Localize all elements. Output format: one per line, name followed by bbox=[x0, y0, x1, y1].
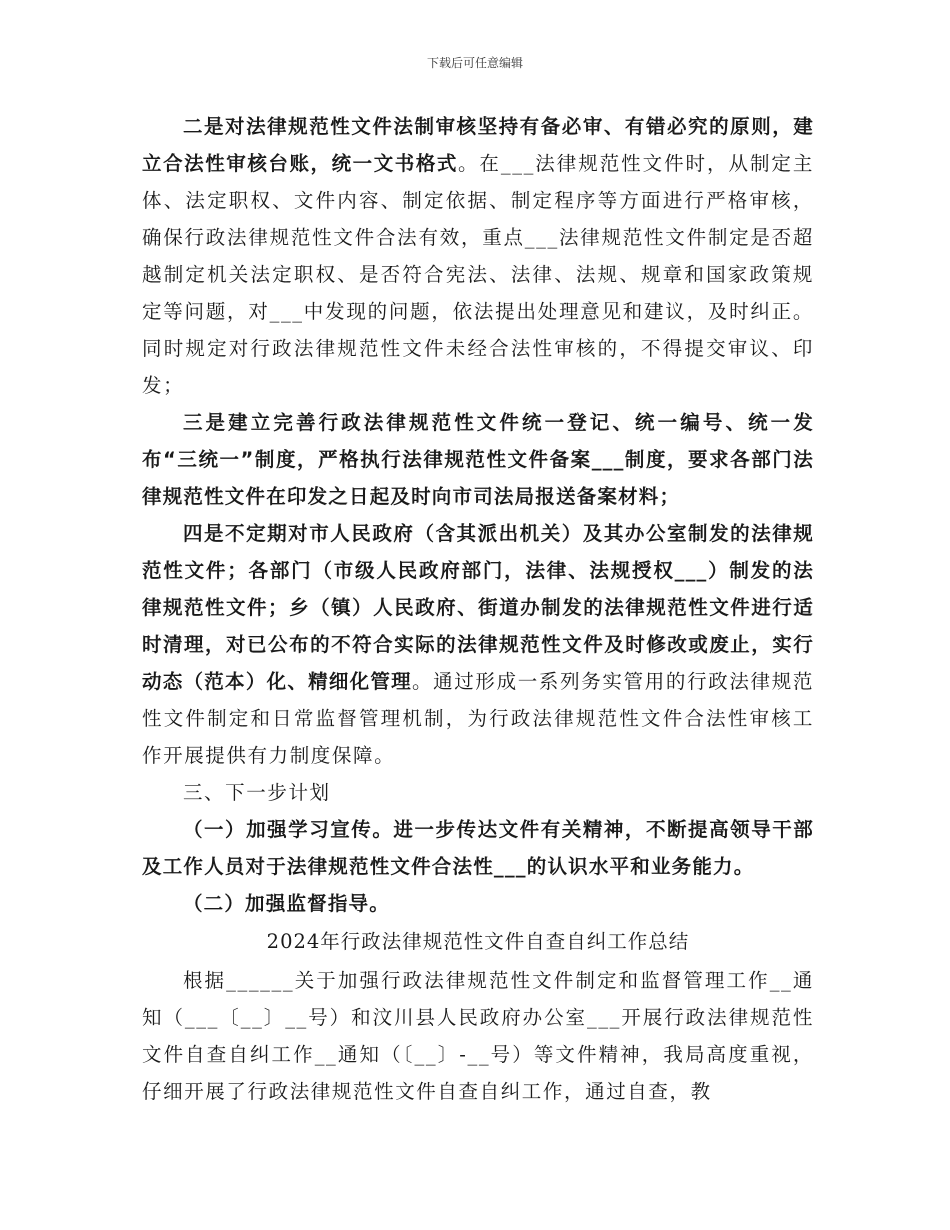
document-title: 2024年行政法律规范性文件自查自纠工作总结 bbox=[266, 930, 690, 953]
paragraph-2 bbox=[142, 108, 814, 404]
plan-item-2: （二）加强监督指导。 bbox=[182, 892, 390, 915]
document-body bbox=[142, 108, 814, 1110]
paragraph-text: 。通过形成一系列务实管用的行政法律规范性文件制定和日常监督管理机制，为行政法律规范性文件合法性审核工作开展提供有力制度保障。 bbox=[142, 670, 814, 767]
paragraph-text: 。在___法律规范性文件时，从制定主体、法定职权、文件内容、制定依据、制定程序等方面进行严格审核，确保行政法律规范性文件合法有效，重点___法律规范性文件制定是否超越制定机关法定职权、是否符合宪法、法律、法规、规章和国家政策规定等问题，对___中发现的问题，依法提出处理意见和建议，及时纠正。同时规定对行政法律规范性文件未经合法性审核的，不得提交审议、印发； bbox=[142, 152, 814, 397]
bold-lead: 四是不定期对市人民政府（含其派出机关）及其办公室制发的法律规范性文件；各部门（市级人民政府部门，法律、法规授权___）制发的法律规范性文件；乡（镇）人民政府、街道办制发的法律规范性文件进行适时清理，对已公布的不符合实际的法律规范性文件及时修改或废止，实行动态（范本）化、精细化管理 bbox=[142, 522, 814, 693]
paragraph-4 bbox=[142, 515, 814, 774]
plan-item-1: （一）加强学习宣传。进一步传达文件有关精神，不断提高领导干部及工作人员对于法律规范性文件合法性___的认识水平和业务能力。 bbox=[142, 818, 814, 878]
bold-lead: 二是对法律规范性文件法制审核坚持有备必审、有错必究的原则，建立合法性审核台账，统一文书格式 bbox=[142, 115, 814, 175]
page-header: 下载后可任意编辑 bbox=[426, 56, 523, 70]
paragraph-3: 三是建立完善行政法律规范性文件统一登记、统一编号、统一发布“三统一”制度，严格执行法律规范性文件备案___制度，要求各部门法律规范性文件在印发之日起及时向市司法局报送备案材料； bbox=[142, 411, 814, 508]
intro-paragraph: 根据______关于加强行政法律规范性文件制定和监督管理工作__通知（___〔__〕__号）和汶川县人民政府办公室___开展行政法律规范性文件自查自纠工作__通知（〔__〕-__号）等文件精神，我局高度重视，仔细开展了行政法律规范性文件自查自纠工作，通过自查，教 bbox=[142, 969, 814, 1103]
section-heading: 三、下一步计划 bbox=[182, 781, 331, 804]
